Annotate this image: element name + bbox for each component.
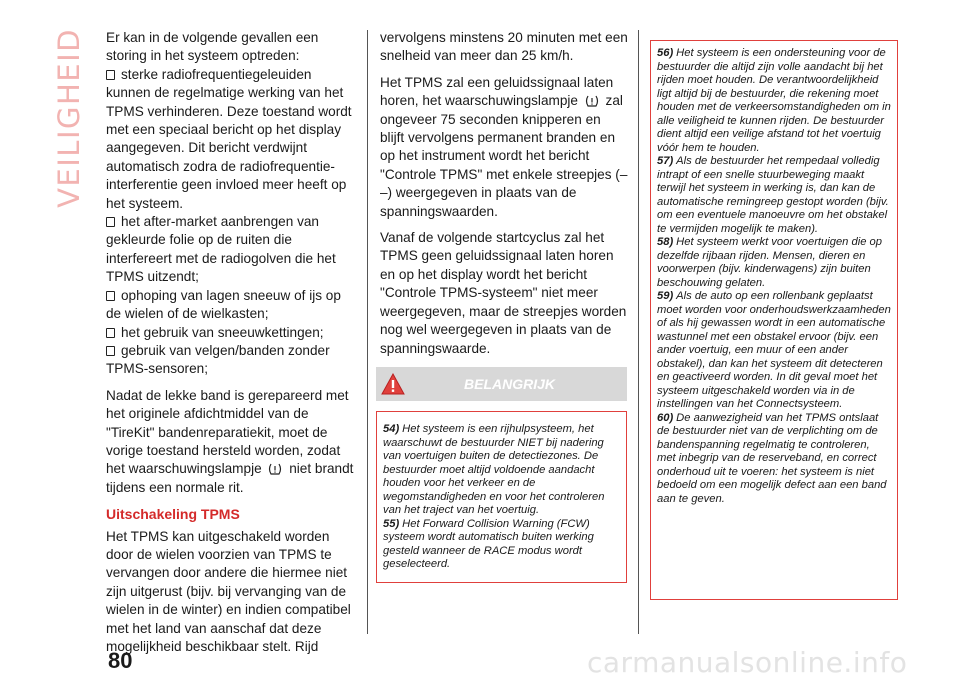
notes-box-right — [650, 40, 898, 600]
column-divider — [367, 30, 368, 634]
list-item: 59) Als de auto op een rollenbank geplaatst moet worden voor onderhoudswerkzaamheden of als hij gewassen wordt in een automatische wastunnel met een obstakel ervoor (bijv. een ander voertuig, een muur of een ander obstakel), dan kan het systeem dit detecteren en geactiveerd worden. In dit geval moet het systeem uitgeschakeld worden via in de instellingen van het Connectsysteem. — [657, 290, 891, 410]
bullet-box-icon — [106, 70, 115, 80]
warning-title: BELANGRIJK — [464, 376, 556, 392]
list-item: 60) De aanwezigheid van het TPMS ontslaat de bestuurder niet van de verplichting om de bandenspanning regelmatig te controleren, met inbegrip van de reserveband, en correct onderhoud uit te voeren: het systeem is niet bedoeld om een mogelijk defect aan een band aan te geven. — [657, 411, 887, 505]
startcycle-paragraph: Vanaf de volgende startcyclus zal het TPMS geen geluidssignaal laten horen en op het display wordt het bericht "Controle TPMS-systeem" niet meer weergegeven, maar de streepjes worden nog wel weergegeven in plaats van de spanningswaarde. — [380, 230, 627, 356]
bullet-box-icon — [106, 217, 115, 227]
signal-paragraph: Het TPMS zal een geluidssignaal laten horen, het waarschuwingslampje zal ongeveer 75 seconden knipperen en blijft vervolgens permanent branden en op het instrument wordt het bericht "Controle TPMS" met enkele streepjes (– –) weergegeven in plaats van de spanningswaarden. — [380, 74, 628, 219]
watermark: carmanualsonline.info — [587, 646, 908, 679]
bullet-box-icon — [106, 346, 115, 356]
section-tab: VEILIGHEID — [52, 28, 86, 208]
section-heading: Uitschakeling TPMS — [106, 506, 240, 523]
list-item: het gebruik van sneeuwkettingen; — [106, 324, 354, 342]
column-divider — [638, 30, 639, 634]
speed-paragraph: vervolgens minstens 20 minuten met een snelheid van meer dan 25 km/h. — [380, 30, 628, 64]
bullet-box-icon — [106, 328, 115, 338]
warning-notes-box — [376, 411, 627, 583]
bullet-box-icon — [106, 291, 115, 301]
column-left — [106, 29, 354, 664]
repair-paragraph: Nadat de lekke band is gerepareerd met het originele afdichtmiddel van de "TireKit" bandenreparatiekit, moet de vorige toestand hersteld worden, zodat het waarschuwingslampje niet brandt tijdens een normale rit. — [106, 387, 354, 495]
list-item: ophoping van lagen sneeuw of ijs op de wielen of de wielkasten; — [106, 287, 341, 322]
disable-paragraph: Het TPMS kan uitgeschakeld worden door de wielen voorzien van TPMS te vervangen door andere die hiermee niet zijn uitgerust (bijv. bij vervanging van de wielen in de winter) en indien compatibel met het land van aanschaf dat deze mogelijkheid beschikbaar stelt. Rijd — [106, 528, 351, 654]
warning-triangle-icon — [381, 373, 405, 395]
page-number: 80 — [108, 648, 133, 673]
list-item: 55) Het Forward Collision Warning (FCW) systeem wordt automatisch buiten werking gesteld wanneer de RACE modus wordt geselecteerd. — [383, 517, 594, 570]
list-item: gebruik van velgen/banden zonder TPMS-sensoren; — [106, 342, 330, 377]
warning-header-bar — [376, 367, 627, 401]
list-item: 57) Als de bestuurder het rempedaal volledig intrapt of een snelle stuurbeweging maakt terwijl het systeem in werking is, dan kan de automatische remingreep gestopt worden (bijv. om een eventuele manoeuvre om het obstakel te vermijden mogelijk te maken). — [657, 155, 889, 235]
list-item: 56) Het systeem is een ondersteuning voor de bestuurder die altijd zijn volle aandacht bij het rijden moet houden. De verantwoordelijkheid ligt altijd bij de bestuurder, die rekening moet houden met de verkeersomstandigheden om in alle veiligheid te kunnen rijden. De bestuurder dient altijd een veilige afstand tot het voertuig vóór hem te houden. — [657, 47, 891, 154]
tpms-warning-icon — [268, 463, 282, 475]
list-item: 58) Het systeem werkt voor voertuigen die op dezelfde rijbaan rijden. Mensen, dieren en voorwerpen (bijv. kinderwagens) zijn buiten beschouwing gelaten. — [657, 236, 882, 289]
list-item: het after-market aanbrengen van gekleurde folie op de ruiten die interfereert met de radiogolven die het TPMS uitzendt; — [106, 214, 336, 285]
intro-paragraph: Er kan in de volgende gevallen een storing in het systeem optreden: — [106, 30, 319, 64]
list-item: 54) Het systeem is een rijhulpsysteem, het waarschuwt de bestuurder NIET bij nadering van voertuigen buiten de detectiezones. De bestuurder moet altijd voldoende aandacht houden voor het verkeer en de wegomstandigheden en voor het controleren van het traject van het voertuig. — [383, 423, 605, 516]
tpms-warning-icon — [585, 95, 599, 107]
column-middle — [380, 29, 628, 366]
list-item: sterke radiofrequentiegeleuiden kunnen de regelmatige werking van het TPMS verhinderen. Deze toestand wordt met een speciaal bericht op het display aangegeven. Dit bericht verdwijnt automatisch zodra de radiofrequentie-interferentie geen invloed meer heeft op het systeem. — [106, 66, 352, 211]
